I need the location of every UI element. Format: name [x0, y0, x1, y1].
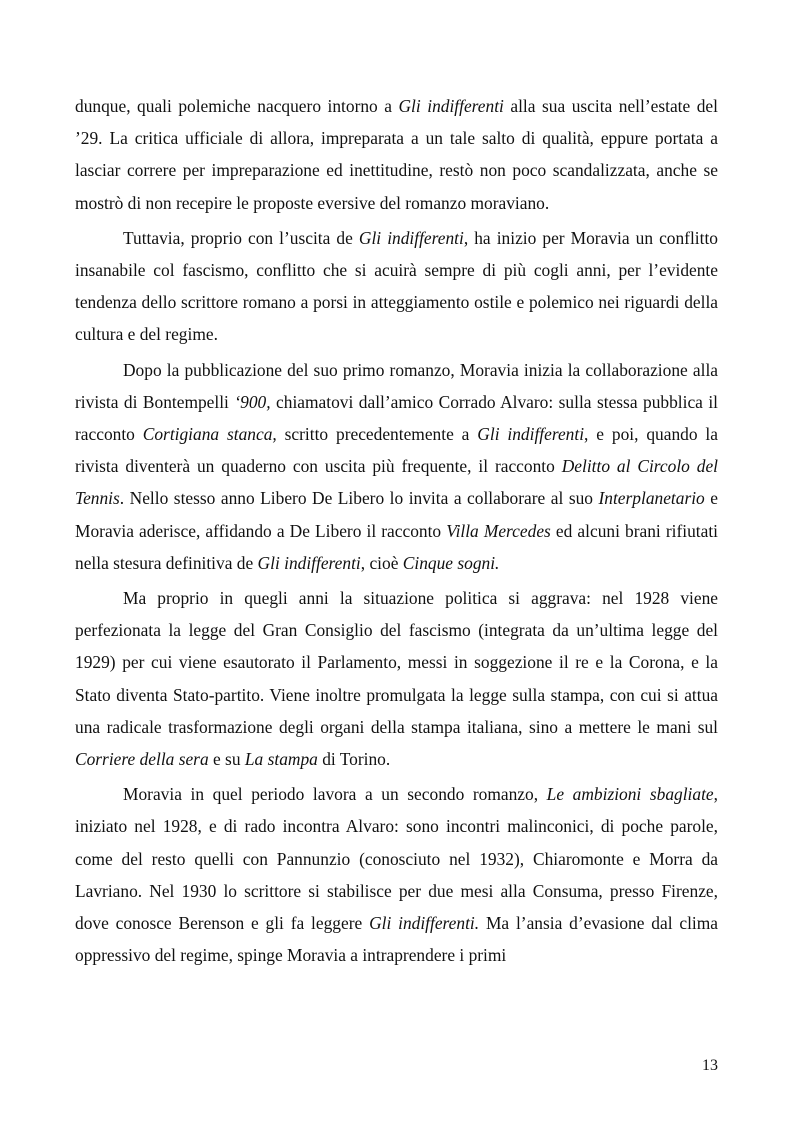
italic-title: Villa Mercedes — [446, 520, 551, 541]
page-number: 13 — [702, 1057, 718, 1074]
paragraph-3 — [75, 354, 718, 579]
text-run: scritto precedentemente a — [276, 424, 478, 445]
text-run: di Torino. — [317, 749, 391, 770]
text-run: Ma l’ansia d’evasione dal clima oppressivo del regime, spinge Moravia a intraprendere i primi — [75, 913, 718, 966]
italic-title: Gli indifferenti — [358, 227, 464, 248]
italic-title: Corriere della sera — [75, 749, 209, 770]
italic-title: Le ambizioni sbagliate — [546, 784, 714, 805]
text-run: dunque, quali polemiche nacquero intorno a — [75, 96, 399, 116]
text-run: e Moravia aderisce, affidando a De Libero il racconto — [75, 488, 718, 541]
text-run: chiamatovi dall’amico Corrado Alvaro: sulla stessa pubblica il racconto — [75, 391, 718, 445]
italic-title: Interplanetario — [598, 488, 705, 509]
italic-title: Cortigiana stanca, — [142, 424, 277, 445]
paragraph-1 — [75, 90, 718, 219]
text-run: . Nello stesso anno Libero De Libero lo invita a collaborare al suo — [119, 488, 599, 509]
italic-title: Gli indifferenti — [398, 96, 504, 116]
paragraph-4 — [75, 582, 718, 775]
text-run: , cioè — [360, 552, 403, 573]
italic-title: Gli indifferenti — [477, 424, 585, 445]
italic-title: Delitto al Circolo del Tennis — [75, 456, 718, 509]
text-run: Dopo la pubblicazione del suo primo romanzo, Moravia inizia la collaborazione alla rivista di Bontempelli — [75, 359, 718, 412]
text-run: , ha inizio per Moravia un conflitto insanabile col fascismo, conflitto che si acuirà sempre di più cogli anni, per l’evidente tendenza dello scrittore romano a porsi in atteggiamento ostile e polemico nei riguardi della cultura e del regime. — [75, 227, 718, 345]
italic-title: Gli indifferenti — [257, 552, 361, 573]
italic-title: ‘900, — [234, 391, 271, 412]
paragraph-2 — [75, 222, 718, 351]
text-run: Ma proprio in quegli anni la situazione politica si aggrava: nel 1928 viene perfezionata la legge del Gran Consiglio del fascismo (integrata da un’ultima legge del 1929) per cui viene esautorato il Parlamento, messi in soggezione il re e la Corona, e la Stato diventa Stato-partito. Viene inoltre promulgata la legge sulla stampa, con cui si attua una radicale trasformazione degli organi della stampa italiana, sino a mettere le mani sul — [75, 588, 718, 737]
text-run: e su — [208, 749, 245, 770]
page-body — [75, 90, 718, 974]
text-run: alla sua uscita nell’estate del ’29. La critica ufficiale di allora, impreparata a un tale salto di qualità, eppure portata a lasciar correre per impreparazione ed inettitudine, restò non poco scandalizzata, anche se mostrò di non recepire le proposte eversive del romanzo moraviano. — [75, 96, 718, 213]
text-run: , e poi, quando la rivista diventerà un quaderno con uscita più frequente, il racconto — [75, 424, 718, 477]
paragraph-5 — [75, 778, 718, 971]
italic-title: La stampa — [244, 749, 318, 770]
text-run: , iniziato nel 1928, e di rado incontra Alvaro: sono incontri malinconici, di poche parole, come del resto quelli con Pannunzio (conosciuto nel 1932), Chiaromonte e Morra da Lavriano. Nel 1930 lo scrittore si stabilisce per due mesi alla Consuma, presso Firenze, dove conosce Berenson e gli fa leggere — [75, 784, 718, 934]
text-run: Moravia in quel periodo lavora a un secondo romanzo, — [123, 784, 547, 805]
text-run: Tuttavia, proprio con l’uscita de — [123, 227, 359, 248]
italic-title: Cinque sogni. — [402, 552, 500, 573]
italic-title: Gli indifferenti. — [369, 913, 480, 934]
text-run: ed alcuni brani rifiutati nella stesura definitiva de — [75, 520, 719, 573]
